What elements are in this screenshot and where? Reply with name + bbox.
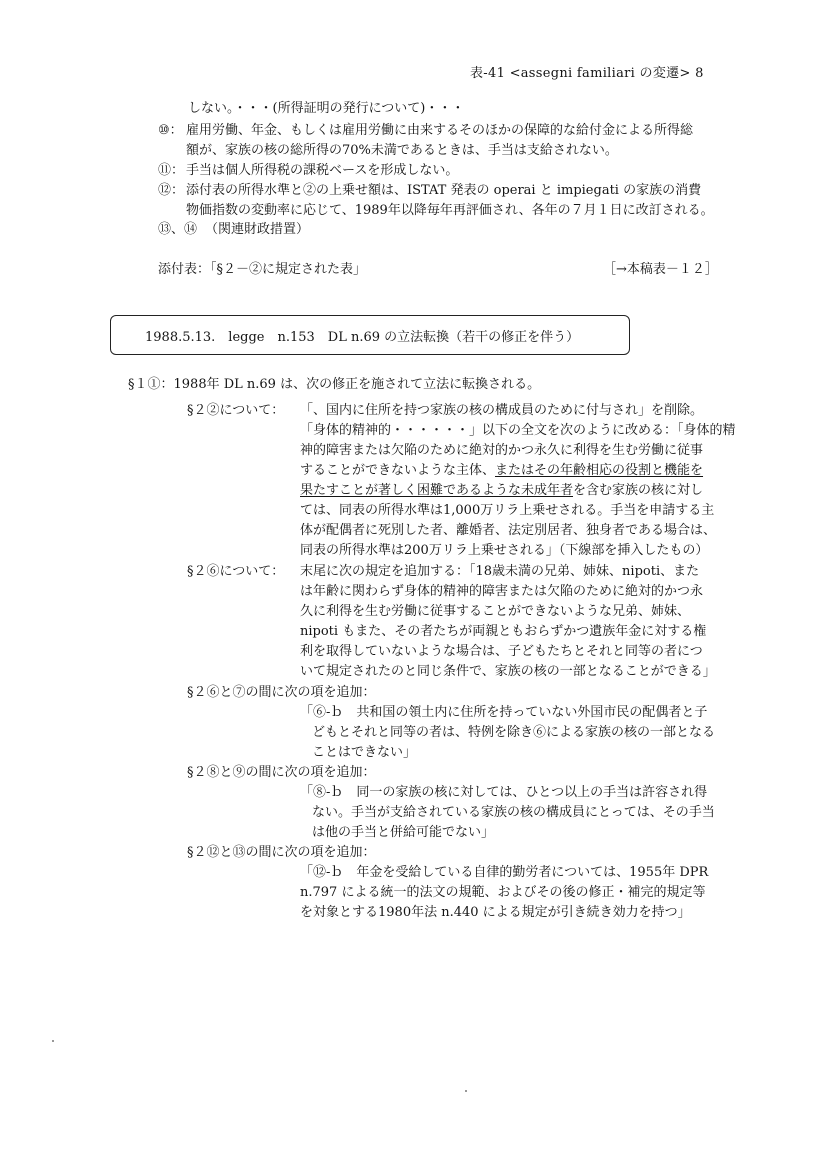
sub-2-6-line-6: いて規定されたのと同じ条件で、家族の核の一部となることができる」 <box>300 664 716 679</box>
sub-2-2-underlined-insert-1: またはその年齢相応の役割と機能を <box>495 463 704 478</box>
sub-2-6-line-4: nipoti もまた、その者たちが両親ともおらずかつ遺族年金に対する権 <box>300 624 707 639</box>
subsection-label-2-2: §２②について： <box>187 403 285 418</box>
sub-2-6b-line-1: 「⑥-ｂ 共和国の領土内に住所を持っていない外国市民の配偶者と子 <box>300 705 708 720</box>
sub-2-6-line-3: 久に利得を生む労働に従事することができないような兄弟、姉妹、 <box>300 604 691 619</box>
item-10-line-1: 雇用労働、年金、もしくは雇用労働に由来するそのほかの保障的な給付金による所得総 <box>186 123 694 138</box>
scan-speck <box>52 1040 54 1042</box>
sub-2-6-line-2: は年齢に関わらず身体的精神的障害または欠陥のために絶対的かつ永 <box>300 584 704 599</box>
subsection-label-2-6: §２⑥について： <box>187 564 285 579</box>
sub-2-2-line-3: 神的障害または欠陥のために絶対的かつ永久に利得を生む労働に従事 <box>300 443 704 458</box>
sub-2-2-line-8: 同表の所得水準は200万リラ上乗せされる」（下線部を挿入したもの） <box>300 543 709 558</box>
sub-2-8b-line-1: 「⑧-ｂ 同一の家族の核に対しては、ひとつ以上の手当は許容され得 <box>300 785 708 800</box>
subsection-label-2-8-9: §２⑧と⑨の間に次の項を追加： <box>187 765 376 780</box>
attachment-label: 添付表：「§２－②に規定された表」 <box>158 262 367 277</box>
item-12-line-1: 添付表の所得水準と②の上乗せ額は、ISTAT 発表の operai と impiegati の家族の消費 <box>186 183 702 198</box>
item-number-12: ⑫： <box>158 183 185 198</box>
item-11-line-1: 手当は個人所得税の課税ベースを形成しない。 <box>186 163 459 178</box>
sub-2-6-line-5: 利を取得していないような場合は、子どもたちとそれと同等の者につ <box>300 644 703 659</box>
boxed-heading-frame <box>110 315 630 355</box>
item-number-13-14: ⑬、⑭ <box>158 222 198 237</box>
sub-2-8b-line-3: は他の手当と併給可能でない」 <box>312 825 495 840</box>
boxed-heading: 1988.5.13. legge n.153 DL n.69 の立法転換（若干の修正を伴う） <box>145 330 580 345</box>
sub-2-2-line-1: 「、国内に住所を持つ家族の核の構成員のために付与され」を削除。 <box>300 403 704 418</box>
page-header: 表-41 <assegni familiari の変遷> 8 <box>470 66 704 81</box>
scan-speck <box>465 1090 467 1092</box>
section1-intro: §１①：1988年 DL n.69 は、次の修正を施されて立法に転換される。 <box>128 377 541 392</box>
attachment-reference: ［→本稿表－１２］ <box>603 262 718 277</box>
subsection-label-2-12-13: §２⑫と⑬の間に次の項を追加： <box>187 845 376 860</box>
sub-2-6b-line-2: どもとそれと同等の者は、特例を除き⑥による家族の核の一部となる <box>312 725 716 740</box>
sub-2-2-line-7: 体が配偶者に死別した者、離婚者、法定別居者、独身者である場合は、 <box>300 523 717 538</box>
sub-2-2-underlined-insert-2: 果たすことが著しく困難であるような未成年者 <box>300 483 574 498</box>
item-13-14-text: （関連財政措置） <box>205 222 310 237</box>
item-10-line-2: 額が、家族の核の総所得の70%未満であるときは、手当は支給されない。 <box>186 143 618 158</box>
sub-2-6-line-1: 末尾に次の規定を追加する：「18歳未満の兄弟、姉妹、nipoti、また <box>300 564 700 579</box>
sub-2-2-line-2: 「身体的精神的・・・・・・」以下の全文を次のように改める：「身体的精 <box>300 423 736 438</box>
subsection-label-2-6-7: §２⑥と⑦の間に次の項を追加： <box>187 685 376 700</box>
continuation-text: しない。・・・(所得証明の発行について)・・・ <box>188 101 465 116</box>
sub-2-2-line-4 <box>300 462 703 480</box>
sub-2-2-line-5 <box>300 482 703 500</box>
sub-2-2-line-4-plain: することができないような主体、 <box>300 463 496 478</box>
item-12-line-2: 物価指数の変動率に応じて、1989年以降毎年再評価され、各年の７月１日に改訂される。 <box>186 203 714 218</box>
sub-2-2-line-5-tail: を含む家族の核に対し <box>573 483 704 498</box>
item-number-11: ⑪： <box>158 163 185 178</box>
sub-2-12b-line-3: を対象とする1980年法 n.440 による規定が引き続き効力を持つ」 <box>300 905 691 920</box>
sub-2-12b-line-2: n.797 による統一的法文の規範、およびその後の修正・補完的規定等 <box>300 885 706 900</box>
sub-2-6b-line-3: ことはできない」 <box>312 745 417 760</box>
sub-2-8b-line-2: ない。手当が支給されている家族の核の構成員にとっては、その手当 <box>312 805 715 820</box>
item-number-10: ⑩： <box>158 123 183 138</box>
sub-2-12b-line-1: 「⑫-ｂ 年金を受給している自律的勤労者については、1955年 DPR <box>300 865 709 880</box>
sub-2-2-line-6: ては、同表の所得水準は1,000万リラ上乗せされる。手当を申請する主 <box>300 503 715 518</box>
